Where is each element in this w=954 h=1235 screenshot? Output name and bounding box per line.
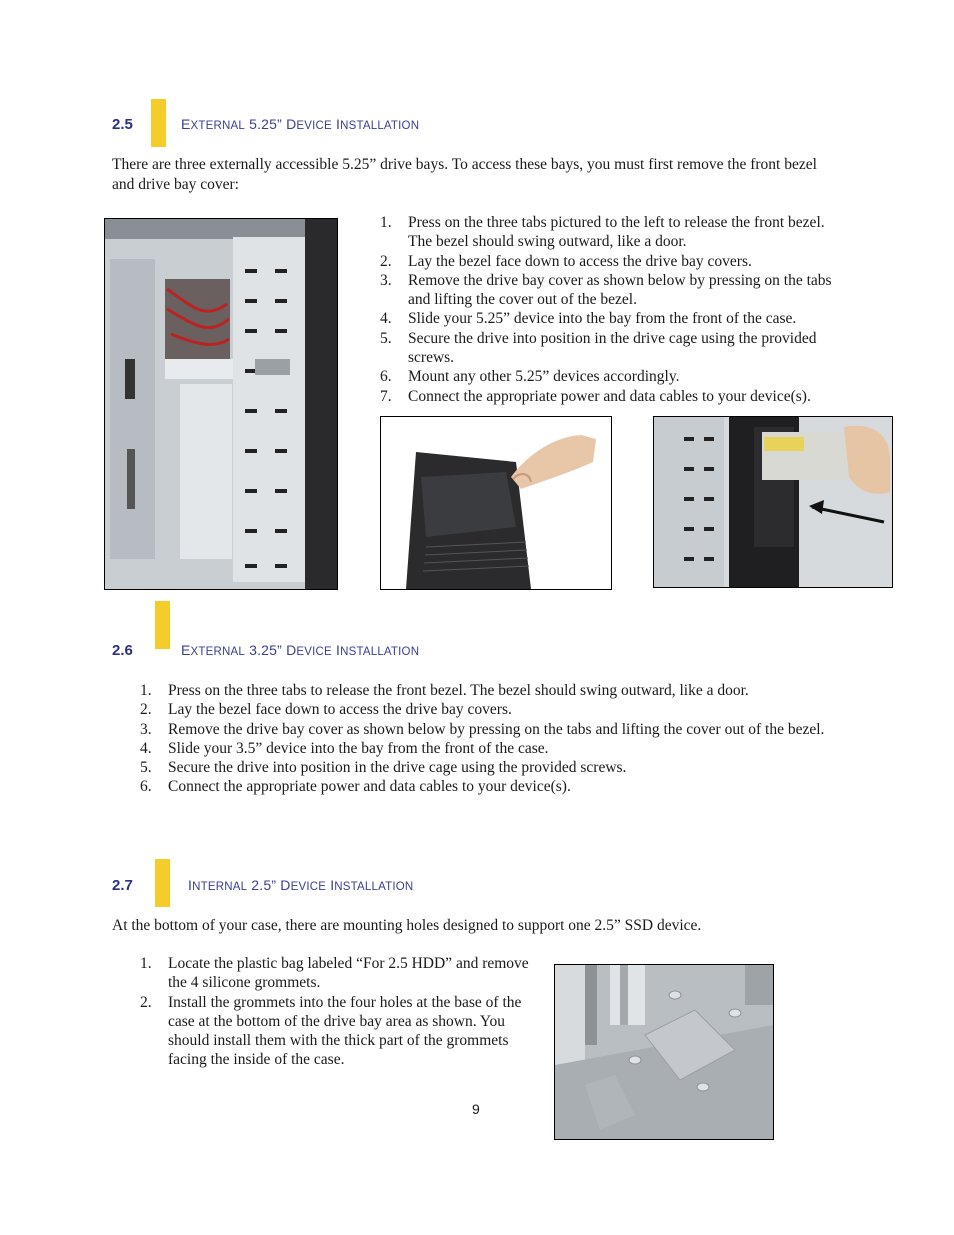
bezel-cover-photo xyxy=(380,416,612,590)
intro-paragraph: There are three externally accessible 5.25” drive bays. To access these bays, you must first remove the front bezel and drive bay cover: xyxy=(112,156,817,193)
list-item: 2. Install the grommets into the four holes at the base of the case at the bottom of the drive bay area as shown. You should install them with the thick part of the grommets facing the inside of the case. xyxy=(140,993,522,1069)
drive-insertion-photo xyxy=(653,416,893,588)
list-item: 3. Remove the drive bay cover as shown below by pressing on the tabs and lifting the cover out of the bezel. xyxy=(140,720,825,738)
section-number: 2.7 xyxy=(112,877,133,894)
section-title: INTERNAL 2.5” DEVICE INSTALLATION xyxy=(188,877,414,893)
list-item: 1. Locate the plastic bag labeled “For 2.5 HDD” and remove the 4 silicone grommets. xyxy=(140,955,529,992)
section-title: EXTERNAL 3.25” DEVICE INSTALLATION xyxy=(181,642,420,658)
list-item: 4. Slide your 3.5” device into the bay from the front of the case. xyxy=(140,739,549,757)
section-number: 2.5 xyxy=(112,116,133,133)
intro-paragraph: At the bottom of your case, there are mounting holes designed to support one 2.5” SSD device. xyxy=(112,917,702,934)
list-item: 1. Press on the three tabs pictured to the left to release the front bezel. The bezel should swing outward, like a door. xyxy=(380,214,825,251)
installation-steps-list xyxy=(140,954,532,1070)
section-title: EXTERNAL 5.25” DEVICE INSTALLATION xyxy=(181,116,420,132)
section-accent-bar xyxy=(151,99,166,147)
section-accent-bar xyxy=(155,859,170,907)
list-item: 3. Remove the drive bay cover as shown below by pressing on the tabs and lifting the cover out of the bezel. xyxy=(380,271,832,309)
list-item: 5. Secure the drive into position in the drive cage using the provided screws. xyxy=(380,329,817,367)
list-item: 6. Connect the appropriate power and data cables to your device(s). xyxy=(140,778,571,796)
list-item: 1. Press on the three tabs to release the front bezel. The bezel should swing outward, like a door. xyxy=(140,682,749,699)
installation-steps-list xyxy=(140,681,840,797)
installation-steps-list xyxy=(380,213,850,406)
list-item: 2. Lay the bezel face down to access the drive bay covers. xyxy=(380,252,752,270)
list-item: 4. Slide your 5.25” device into the bay from the front of the case. xyxy=(380,310,797,328)
section-number: 2.6 xyxy=(112,642,133,659)
list-item: 2. Lay the bezel face down to access the drive bay covers. xyxy=(140,701,512,719)
list-item: 6. Mount any other 5.25” devices accordingly. xyxy=(380,368,680,386)
section-accent-bar xyxy=(155,601,170,649)
list-item: 7. Connect the appropriate power and data cables to your device(s). xyxy=(380,387,811,405)
case-interior-photo xyxy=(104,218,338,590)
list-item: 5. Secure the drive into position in the drive cage using the provided screws. xyxy=(140,759,627,777)
case-bottom-mounting-holes-photo xyxy=(554,964,774,1140)
page-number: 9 xyxy=(472,1101,480,1117)
